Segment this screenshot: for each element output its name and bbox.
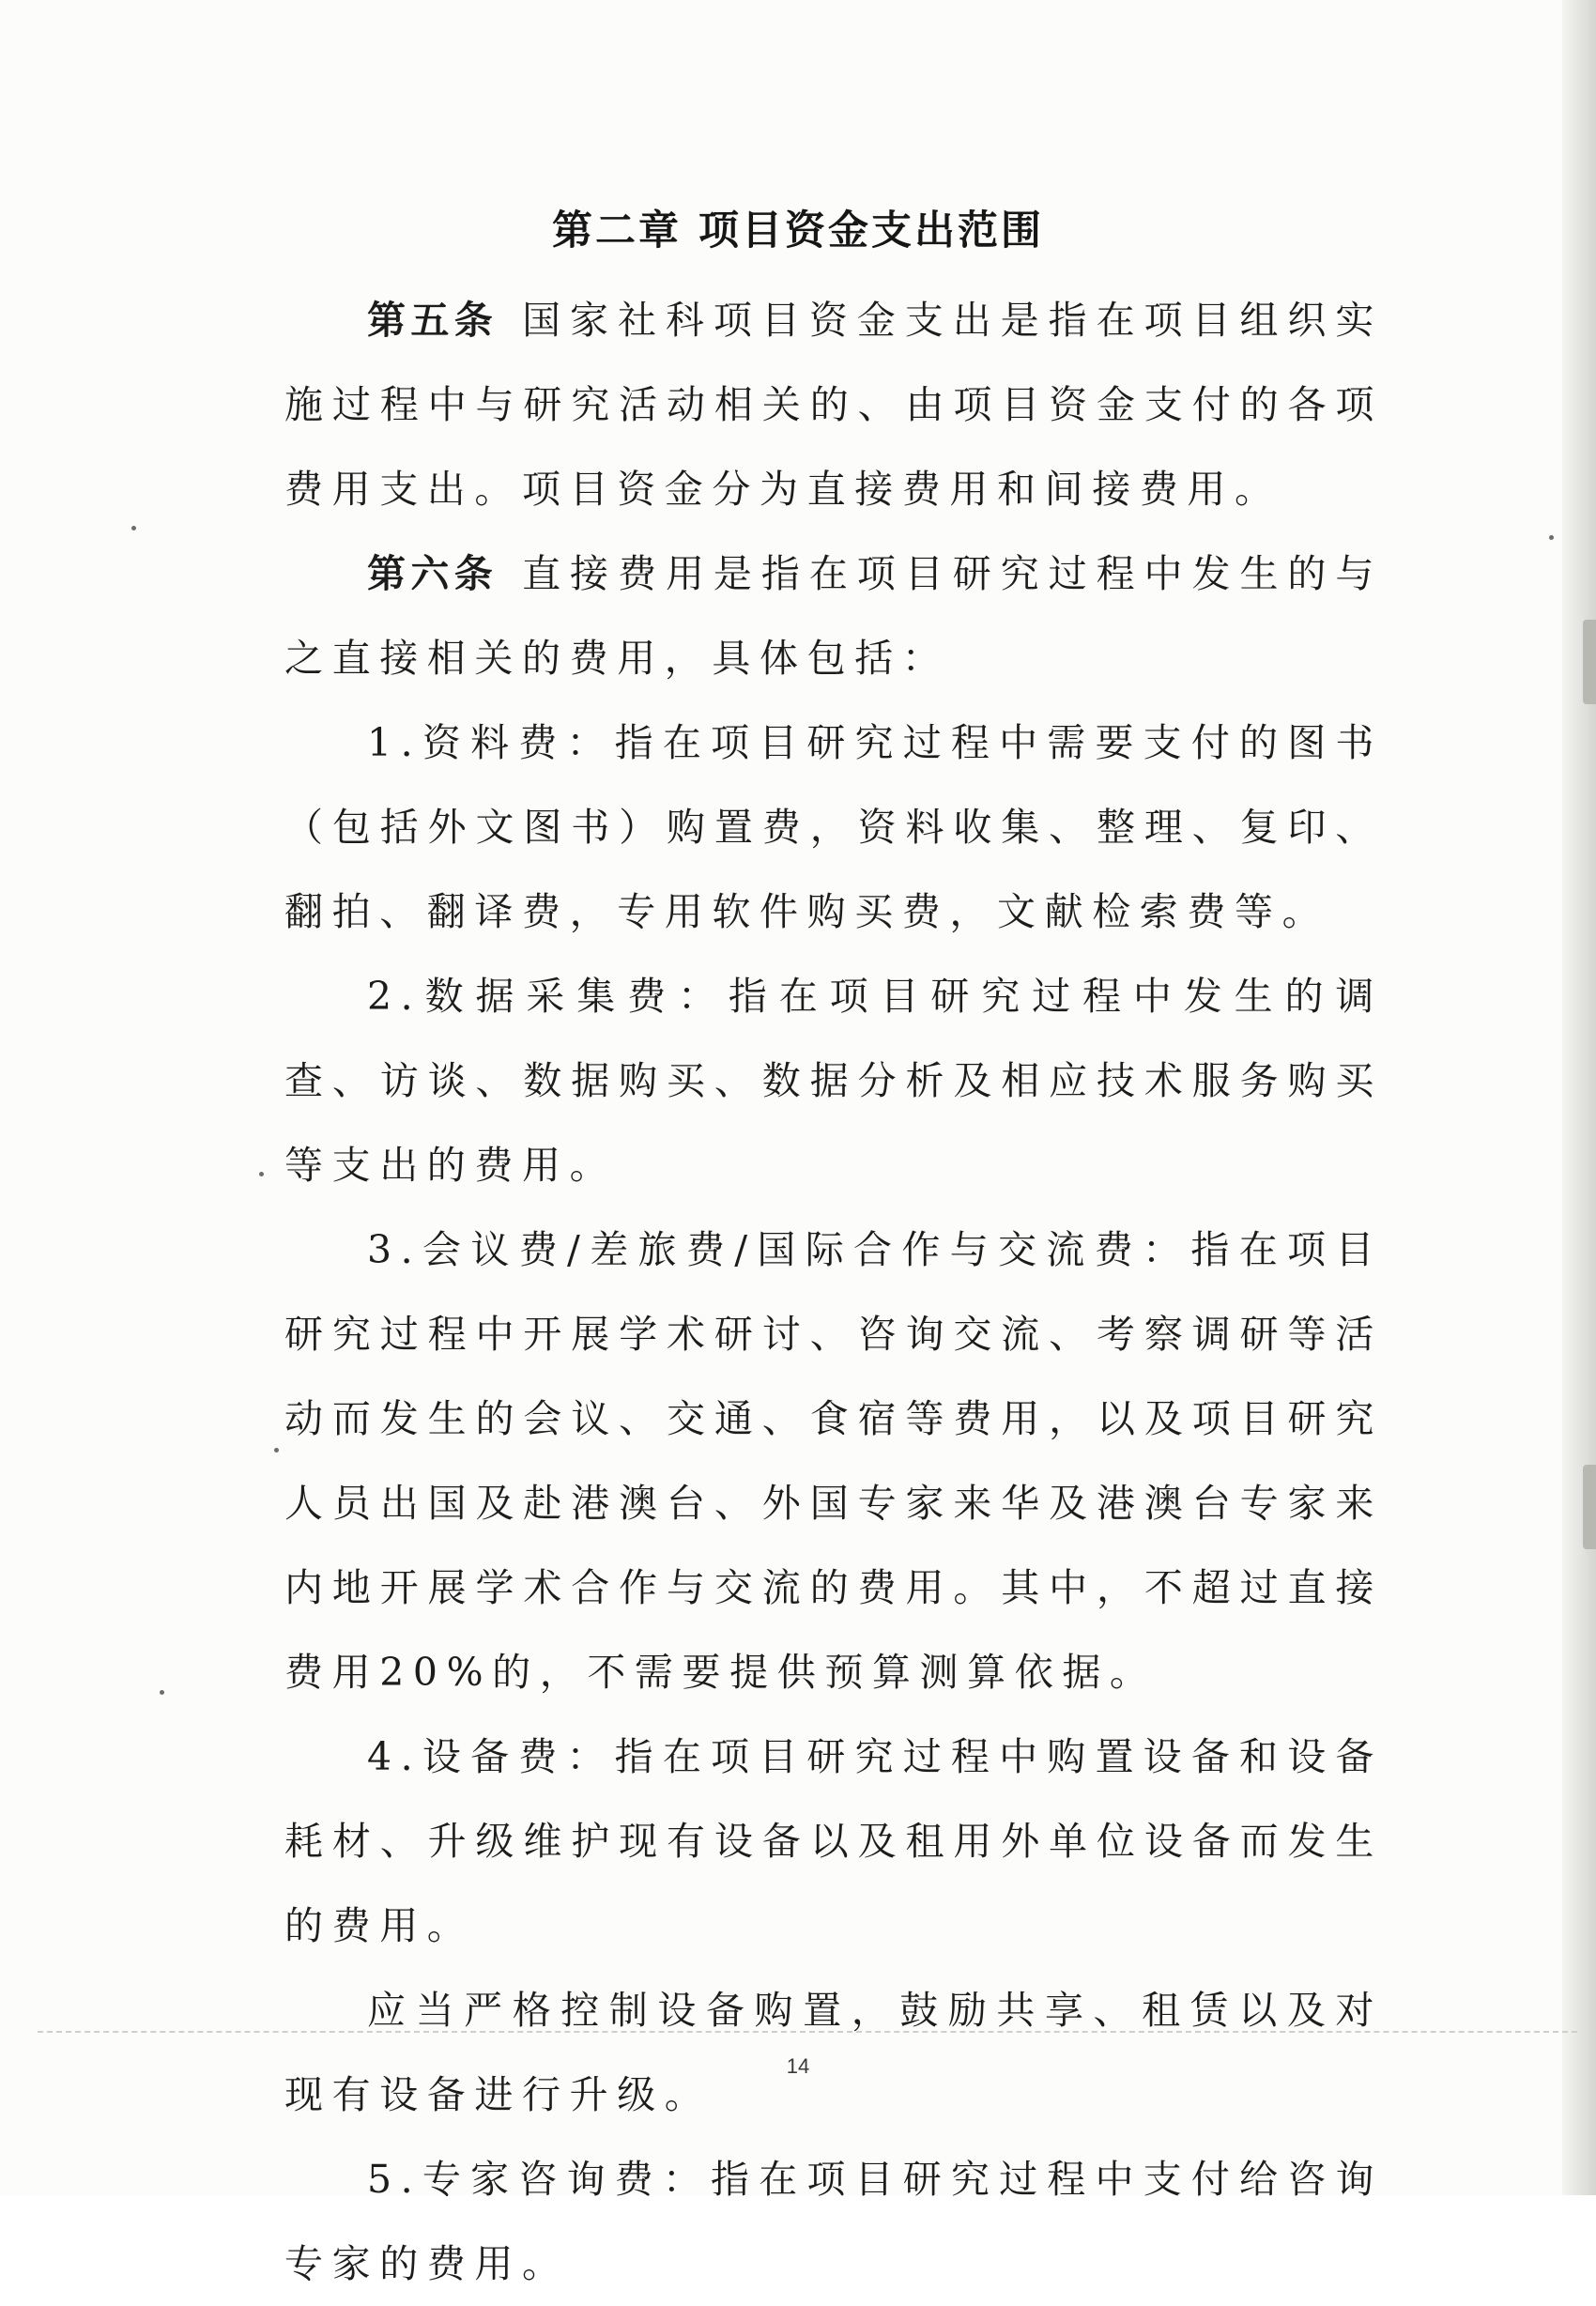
article-six	[284, 531, 1383, 700]
item-expert-consulting-fee: 5.专家咨询费：指在项目研究过程中支付给咨询专家的费用。	[284, 2157, 1383, 2286]
item-materials-fee: 1.资料费：指在项目研究过程中需要支付的图书（包括外文图书）购置费，资料收集、整理、复印、翻拍、翻译费，专用软件购买费，文献检索费等。	[284, 720, 1383, 934]
scan-speck	[131, 526, 136, 530]
footer-divider	[38, 2031, 1577, 2033]
binding-tab	[1583, 1465, 1596, 1549]
scan-speck	[259, 1172, 264, 1176]
article-text: 国家社科项目资金支出是指在项目组织实施过程中与研究活动相关的、由项目资金支付的各项费用支出。项目资金分为直接费用和间接费用。	[284, 298, 1383, 512]
item-meeting-travel-fee: 3.会议费/差旅费/国际合作与交流费：指在项目研究过程中开展学术研讨、咨询交流、考察调研等活动而发生的会议、交通、食宿等费用，以及项目研究人员出国及赴港澳台、外国专家来华及港澳台专家来内地开展学术合作与交流的费用。其中，不超过直接费用20%的，不需要提供预算测算依据。	[284, 1227, 1383, 1695]
article-text: 直接费用是指在项目研究过程中发生的与之直接相关的费用，具体包括：	[284, 551, 1383, 681]
article-five	[284, 278, 1383, 531]
scan-speck	[1549, 535, 1554, 540]
scan-speck	[160, 1690, 164, 1695]
article-label: 第五条	[367, 298, 499, 343]
item-equipment-fee: 4.设备费：指在项目研究过程中购置设备和设备耗材、升级维护现有设备以及租用外单位设备而发生的费用。	[284, 1734, 1383, 1948]
page-number: 14	[786, 2054, 810, 2078]
article-label: 第六条	[367, 551, 499, 596]
binding-tab	[1583, 620, 1596, 704]
equipment-note: 应当严格控制设备购置，鼓励共享、租赁以及对现有设备进行升级。	[284, 1988, 1383, 2117]
scan-speck	[274, 1448, 279, 1453]
item-data-collection-fee: 2.数据采集费：指在项目研究过程中发生的调查、访谈、数据购买、数据分析及相应技术服务购买等支出的费用。	[284, 974, 1383, 1188]
chapter-title: 第二章 项目资金支出范围	[552, 208, 1044, 254]
document-body	[284, 278, 1383, 2306]
binding-edge	[1562, 0, 1596, 2195]
